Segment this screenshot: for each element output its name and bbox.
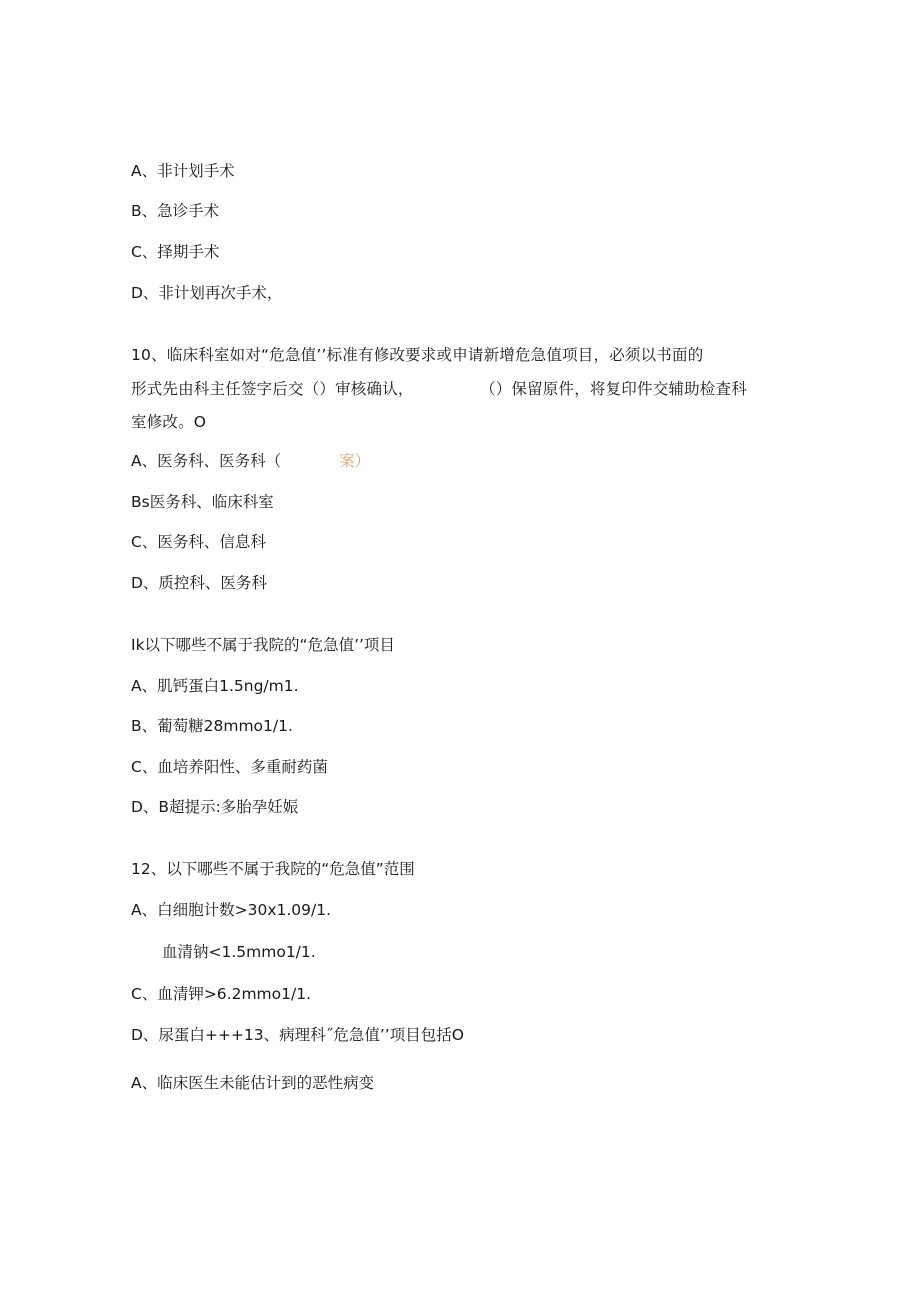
q10-stem-line-2a: 形式先由科主任签字后交（）审核确认， [131, 380, 414, 398]
q13-option-a: A、临床医生未能估计到的恶性病变 [131, 1074, 375, 1092]
q9-option-c: C、择期手术 [131, 243, 220, 261]
q10-option-b: Bs医务科、临床科室 [131, 493, 274, 511]
q11-option-d: D、B超提示:多胎孕妊娠 [131, 798, 299, 816]
q10-option-a-faint-answer: 案） [339, 452, 371, 470]
q12-option-b: 血清钠<1.5mmo1∕1. [162, 943, 316, 961]
q9-option-a: A、非计划手术 [131, 162, 235, 180]
q10-option-d: D、质控科、医务科 [131, 574, 267, 592]
q10-stem-line-2b: （）保留原件，将复印件交辅助检査科 [480, 380, 747, 398]
q11-option-a: A、肌钙蛋白1.5ng/m1. [131, 677, 299, 695]
q10-option-c: C、医务科、信息科 [131, 533, 266, 551]
q12-stem: 12、以下哪些不属于我院的“危急值”范围 [131, 860, 415, 878]
q10-stem-line-3: 室修改。O [131, 413, 207, 431]
q10-stem-line-1: 10、临床科室如对“危急值’’标准有修改要求或申请新增危急值项目，必须以书面的 [131, 346, 704, 364]
q12-option-c: C、血清钾>6.2mmo1∕1. [131, 985, 312, 1003]
q11-option-c: C、血培养阳性、多重耐药菌 [131, 758, 328, 776]
q12-option-d-and-q13-stem: D、尿蛋白+++13、病理科˝危急值’’项目包括O [131, 1026, 464, 1044]
q10-option-a [131, 451, 370, 471]
q12-option-a: A、白细胞计数>30x1.09∕1. [131, 901, 332, 919]
q11-stem: Ik以下哪些不属于我院的“危急值’’项目 [131, 636, 395, 654]
q9-option-b: B、急诊手术 [131, 202, 220, 220]
q11-option-b: B、葡萄糖28mmo1∕1. [131, 717, 293, 735]
q9-option-d: D、非计划再次手术， [131, 284, 283, 302]
q10-option-a-text: A、医务科、医务科（ [131, 452, 282, 470]
